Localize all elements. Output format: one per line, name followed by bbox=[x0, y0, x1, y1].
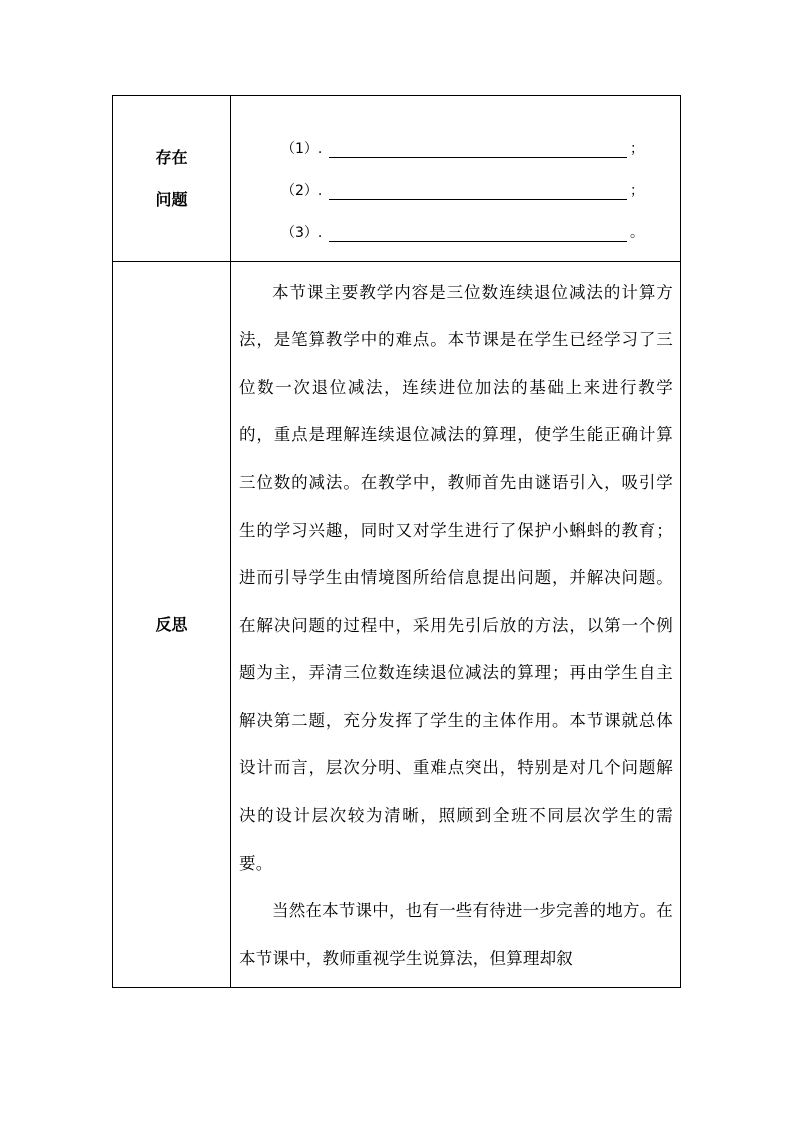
reflection-paragraph-2: 当然在本节课中，也有一些有待进一步完善的地方。在本节课中，教师重视学生说算法，但算理却叙 bbox=[239, 901, 673, 968]
issue-line-1 bbox=[281, 116, 680, 158]
issue-number: （2）. bbox=[281, 183, 323, 199]
issues-label-cell bbox=[113, 96, 231, 262]
issue-number: （3）. bbox=[281, 225, 323, 241]
issue-blank-field[interactable] bbox=[329, 185, 627, 200]
lesson-form-table bbox=[112, 95, 681, 988]
issues-label-line2: 问题 bbox=[155, 189, 188, 209]
issue-blank-field[interactable] bbox=[329, 143, 627, 158]
reflection-label-cell bbox=[113, 262, 231, 988]
reflection-label: 反思 bbox=[155, 614, 188, 634]
issue-line-3 bbox=[281, 200, 680, 242]
issues-row bbox=[113, 96, 681, 262]
issue-end-punct: ； bbox=[630, 183, 644, 199]
reflection-content-cell bbox=[231, 262, 681, 988]
issue-end-punct: 。 bbox=[630, 225, 644, 241]
reflection-paragraph-1: 本节课主要教学内容是三位数连续退位减法的计算方法，是笔算教学中的难点。本节课是在学生已经学习了三位数一次退位减法，连续进位加法的基础上来进行教学的，重点是理解连续退位减法的算理，使学生能正确计算三位数的减法。在教学中，教师首先由谜语引入，吸引学生的学习兴趣，同时又对学生进行了保护小蝌蚪的教育；进而引导学生由情境图所给信息提出问题，并解决问题。在解决问题的过程中，采用先引后放的方法，以第一个例题为主，弄清三位数连续退位减法的算理；再由学生自主解决第二题，充分发挥了学生的主体作用。本节课就总体设计而言，层次分明、重难点突出，特别是对几个问题解决的设计层次较为清晰，照顾到全班不同层次学生的需要。 bbox=[239, 282, 673, 873]
issue-blank-field[interactable] bbox=[329, 227, 627, 242]
reflection-row bbox=[113, 262, 681, 988]
issues-label-line1: 存在 bbox=[155, 147, 188, 167]
issue-line-2 bbox=[281, 158, 680, 200]
issue-number: （1）. bbox=[281, 141, 323, 157]
issues-content-cell bbox=[231, 96, 681, 262]
issue-end-punct: ； bbox=[630, 141, 644, 157]
